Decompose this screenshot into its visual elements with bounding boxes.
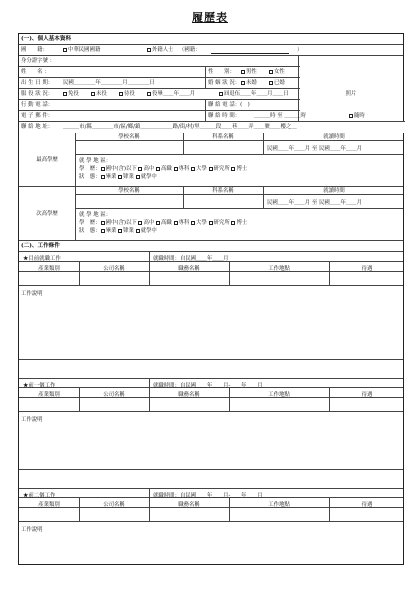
checkbox-foreign[interactable]: [147, 48, 151, 52]
checkbox-discharge[interactable]: [219, 92, 223, 96]
col-position: 職務名稱: [178, 266, 200, 272]
checkbox-anytime[interactable]: [349, 114, 353, 118]
checkbox-pending[interactable]: [119, 92, 123, 96]
status-options-2: 狀 態： 畢業 肄業 就學中: [79, 228, 157, 234]
id-row: 身分證字號 ：: [19, 56, 300, 67]
job-desc-label: 工作說明: [21, 527, 43, 533]
col-industry: 產業類別: [38, 502, 60, 508]
nationality-row: 國 籍： 中華民國國籍 外籍人士 （國籍： ）: [19, 45, 403, 56]
address-row: 聯 絡 地 址： ＿＿＿市/縣＿＿＿＿市/區/鄉/鎮＿＿＿＿＿＿路/街/村/里＿＿＿段＿＿巷＿＿弄＿＿號＿＿樓之＿: [19, 122, 405, 133]
col-location: 工作地點: [268, 266, 290, 272]
section-work-heading: (二)、工作條件: [19, 241, 403, 252]
col-industry: 產業類別: [38, 266, 60, 272]
job-block: [19, 252, 403, 360]
checkbox-single[interactable]: [241, 81, 245, 85]
phone-row: 行 動 電 話： 聯 絡 電 話：( ): [19, 100, 300, 111]
military-row: 服 役 狀 況： 免役 未役 待役 役畢＿＿年＿＿月 屆退伍＿＿年＿＿月＿＿日: [19, 89, 300, 100]
email-row: 電 子 郵 件： 聯 絡 時 間： ＿＿＿時 至 ＿＿＿時 隨時: [19, 111, 405, 122]
job-period: 就職時間：自民國＿＿年＿＿月: [153, 256, 229, 262]
col-location: 工作地點: [268, 392, 290, 398]
col-industry: 產業類別: [38, 392, 60, 398]
job-entry-row[interactable]: [19, 272, 403, 286]
col-salary: 待遇: [361, 266, 373, 272]
job-title: ★前二個工作: [23, 493, 56, 499]
status-options: 狀 態： 畢業 肄業 就學中: [79, 174, 157, 180]
col-salary: 待遇: [361, 502, 373, 508]
checkbox-exempt[interactable]: [63, 92, 67, 96]
col-position: 職務名稱: [178, 502, 200, 508]
col-location: 工作地點: [268, 502, 290, 508]
job-desc-label: 工作說明: [21, 291, 43, 297]
edu-highest-block: 最高學歷 學校名稱 科系名稱 就讀時間 民國＿＿年＿＿月 至 民國＿＿年＿＿月 就 學 地 區： 學 歷： 國中(含)以下 高中 高職 專科 大學 研究所 博士 狀 態： 畢業 肄業 就學中: [19, 133, 403, 187]
col-company: 公司名稱: [103, 502, 125, 508]
country-field[interactable]: [211, 47, 289, 54]
job-period: 就職時間：自民國＿＿年＿＿月-＿＿年＿＿月: [153, 383, 263, 389]
resume-form: [18, 33, 404, 565]
col-salary: 待遇: [361, 392, 373, 398]
job-list: [19, 252, 403, 564]
page-title: 履歷表: [192, 11, 228, 24]
edu-second-block: 次高學歷 學校名稱 科系名稱 就讀時間 民國＿＿年＿＿月 至 民國＿＿年＿＿月 就 學 地 區： 學 歷： 國中(含)以下 高中 高職 專科 大學 研究所 博士 狀 態： 畢業 肄業 就學中: [19, 187, 403, 241]
col-position: 職務名稱: [178, 392, 200, 398]
section-personal-heading: (一)、個人基本資料: [19, 34, 403, 45]
job-entry-row[interactable]: [19, 508, 403, 522]
checkbox-married[interactable]: [269, 81, 273, 85]
dob-marital-row: 出 生 日 期： 民國＿＿＿＿年＿＿＿＿月＿＿＿＿日 婚 姻 狀 況： 未婚 已婚: [19, 78, 300, 89]
degree-options-2: 學 歷： 國中(含)以下 高中 高職 專科 大學 研究所 博士: [79, 220, 248, 226]
checkbox-not-served[interactable]: [91, 92, 95, 96]
job-title: ★前一個工作: [23, 383, 56, 389]
name-gender-row: 姓 名 ： 性 別： 男性 女性: [19, 67, 300, 78]
degree-options: 學 歷： 國中(含)以下 高中 高職 專科 大學 研究所 博士: [79, 166, 248, 172]
checkbox-female[interactable]: [269, 70, 273, 74]
checkbox-roc[interactable]: [63, 48, 67, 52]
job-block: [19, 470, 403, 564]
checkbox-male[interactable]: [241, 70, 245, 74]
checkbox-served[interactable]: [147, 92, 151, 96]
job-desc-label: 工作說明: [21, 417, 43, 423]
job-block: [19, 360, 403, 470]
job-period: 就職時間：自民國＿＿年＿＿月-＿＿年＿＿月: [153, 493, 263, 499]
col-company: 公司名稱: [103, 266, 125, 272]
job-title: ★目前就職工作: [23, 256, 61, 262]
job-entry-row[interactable]: [19, 398, 403, 412]
photo-box[interactable]: 照片: [298, 56, 403, 133]
col-company: 公司名稱: [103, 392, 125, 398]
